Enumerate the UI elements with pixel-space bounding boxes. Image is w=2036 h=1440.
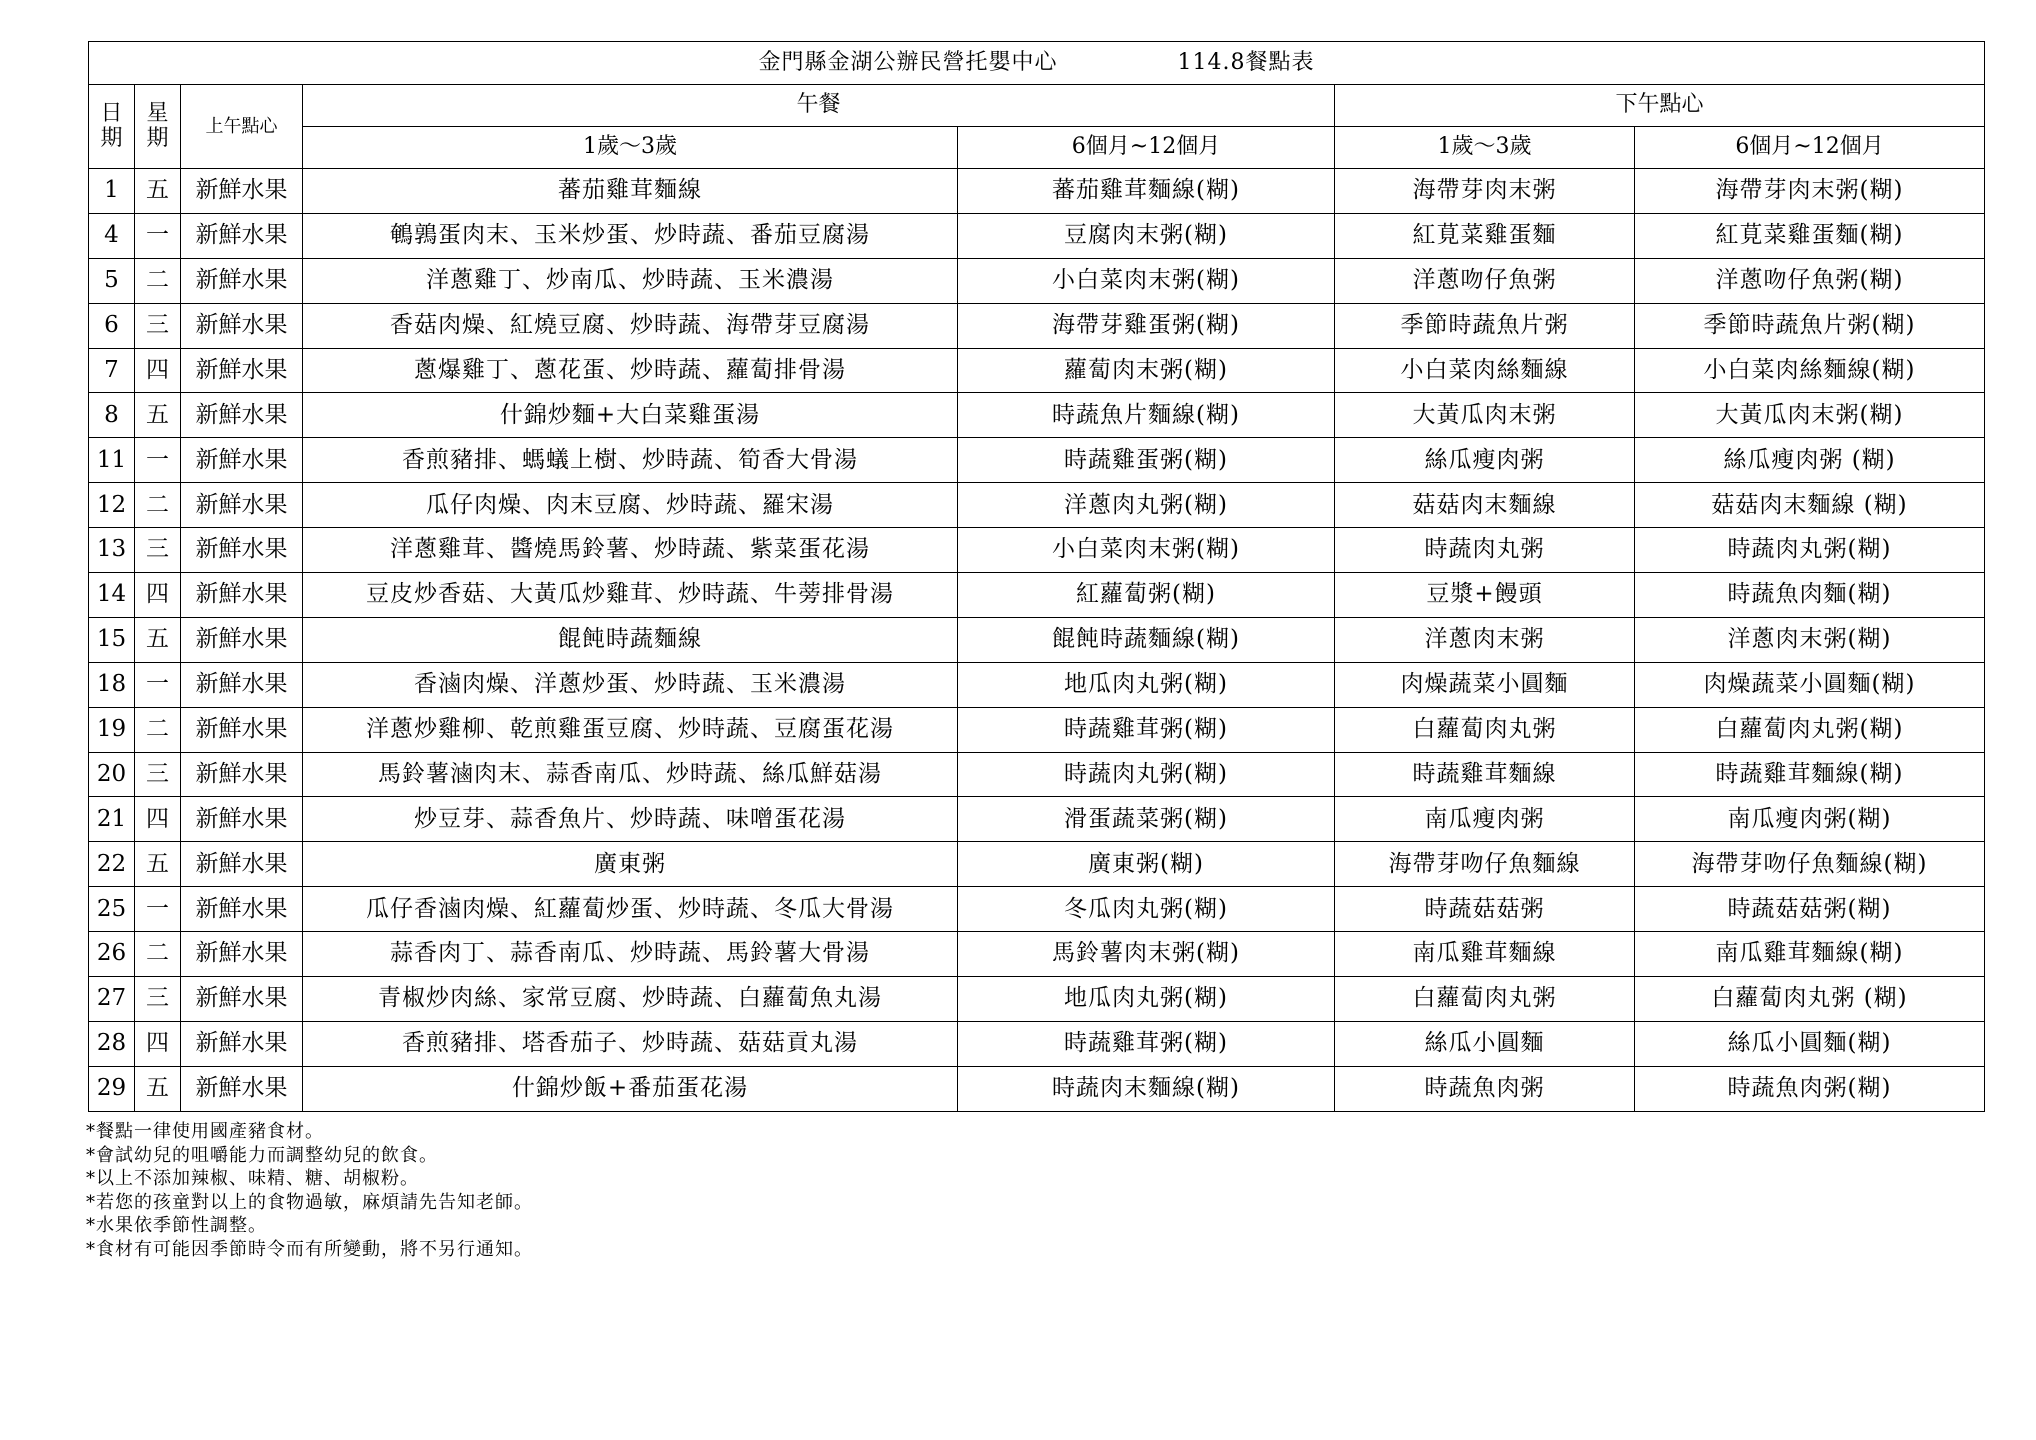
- date-cell: 7: [89, 348, 135, 393]
- afternoon-snack-6-12-cell: 南瓜瘦肉粥(糊): [1635, 797, 1985, 842]
- date-cell: 26: [89, 932, 135, 977]
- lunch-1-3-cell: 鵪鶉蛋肉末、玉米炒蛋、炒時蔬、番茄豆腐湯: [303, 213, 958, 258]
- afternoon-snack-1-3-cell: 海帶芽肉末粥: [1335, 169, 1635, 214]
- morning-snack-cell: 新鮮水果: [181, 438, 303, 483]
- weekday-cell: 五: [135, 393, 181, 438]
- morning-snack-cell: 新鮮水果: [181, 528, 303, 573]
- date-cell: 11: [89, 438, 135, 483]
- afternoon-snack-6-12-cell: 絲瓜小圓麵(糊): [1635, 1021, 1985, 1066]
- table-row: [89, 169, 1985, 214]
- date-cell: 22: [89, 842, 135, 887]
- afternoon-snack-1-3-cell: 時蔬菇菇粥: [1335, 887, 1635, 932]
- lunch-1-3-cell: 馬鈴薯滷肉末、蒜香南瓜、炒時蔬、絲瓜鮮菇湯: [303, 752, 958, 797]
- lunch-1-3-cell: 瓜仔肉燥、肉末豆腐、炒時蔬、羅宋湯: [303, 483, 958, 528]
- afternoon-snack-6-12-cell: 海帶芽吻仔魚麵線(糊): [1635, 842, 1985, 887]
- lunch-1-3-cell: 蒜香肉丁、蒜香南瓜、炒時蔬、馬鈴薯大骨湯: [303, 932, 958, 977]
- footnote: *若您的孩童對以上的食物過敏，麻煩請先告知老師。: [86, 1191, 533, 1213]
- weekday-cell: 二: [135, 707, 181, 752]
- date-cell: 27: [89, 977, 135, 1022]
- header-row-1: [89, 85, 1985, 127]
- date-cell: 5: [89, 258, 135, 303]
- date-cell: 1: [89, 169, 135, 214]
- header-weekday: 星 期: [135, 85, 181, 169]
- lunch-1-3-cell: 豆皮炒香菇、大黃瓜炒雞茸、炒時蔬、牛蒡排骨湯: [303, 573, 958, 618]
- afternoon-snack-6-12-cell: 時蔬肉丸粥(糊): [1635, 528, 1985, 573]
- afternoon-snack-1-3-cell: 季節時蔬魚片粥: [1335, 303, 1635, 348]
- weekday-cell: 五: [135, 1066, 181, 1111]
- header-afternoon-snack: 下午點心: [1335, 85, 1985, 127]
- morning-snack-cell: 新鮮水果: [181, 348, 303, 393]
- table-row: [89, 752, 1985, 797]
- table-row: [89, 617, 1985, 662]
- lunch-6-12-cell: 小白菜肉末粥(糊): [958, 258, 1335, 303]
- menu-name: 114.8餐點表: [1177, 49, 1315, 75]
- weekday-cell: 一: [135, 887, 181, 932]
- lunch-6-12-cell: 豆腐肉末粥(糊): [958, 213, 1335, 258]
- date-cell: 29: [89, 1066, 135, 1111]
- weekday-cell: 四: [135, 348, 181, 393]
- date-cell: 8: [89, 393, 135, 438]
- afternoon-snack-1-3-cell: 大黃瓜肉末粥: [1335, 393, 1635, 438]
- title-row: [89, 42, 1985, 85]
- weekday-cell: 五: [135, 842, 181, 887]
- morning-snack-cell: 新鮮水果: [181, 617, 303, 662]
- header-snack-age-1-3: 1歲～3歲: [1335, 127, 1635, 169]
- lunch-6-12-cell: 時蔬雞茸粥(糊): [958, 707, 1335, 752]
- lunch-6-12-cell: 蕃茄雞茸麵線(糊): [958, 169, 1335, 214]
- morning-snack-cell: 新鮮水果: [181, 483, 303, 528]
- header-lunch-age-1-3: 1歲～3歲: [303, 127, 958, 169]
- date-cell: 21: [89, 797, 135, 842]
- afternoon-snack-6-12-cell: 菇菇肉末麵線 (糊): [1635, 483, 1985, 528]
- afternoon-snack-6-12-cell: 肉燥蔬菜小圓麵(糊): [1635, 662, 1985, 707]
- weekday-cell: 二: [135, 483, 181, 528]
- afternoon-snack-6-12-cell: 季節時蔬魚片粥(糊): [1635, 303, 1985, 348]
- afternoon-snack-6-12-cell: 南瓜雞茸麵線(糊): [1635, 932, 1985, 977]
- table-row: [89, 303, 1985, 348]
- lunch-6-12-cell: 時蔬肉丸粥(糊): [958, 752, 1335, 797]
- afternoon-snack-6-12-cell: 時蔬菇菇粥(糊): [1635, 887, 1985, 932]
- weekday-cell: 三: [135, 977, 181, 1022]
- date-cell: 14: [89, 573, 135, 618]
- lunch-6-12-cell: 滑蛋蔬菜粥(糊): [958, 797, 1335, 842]
- lunch-6-12-cell: 廣東粥(糊): [958, 842, 1335, 887]
- lunch-1-3-cell: 蕃茄雞茸麵線: [303, 169, 958, 214]
- lunch-6-12-cell: 時蔬雞茸粥(糊): [958, 1021, 1335, 1066]
- afternoon-snack-6-12-cell: 洋蔥肉末粥(糊): [1635, 617, 1985, 662]
- afternoon-snack-1-3-cell: 豆漿+饅頭: [1335, 573, 1635, 618]
- afternoon-snack-1-3-cell: 菇菇肉末麵線: [1335, 483, 1635, 528]
- table-row: [89, 797, 1985, 842]
- header-lunch-age-6-12: 6個月~12個月: [958, 127, 1335, 169]
- table-row: [89, 662, 1985, 707]
- date-cell: 20: [89, 752, 135, 797]
- date-cell: 13: [89, 528, 135, 573]
- afternoon-snack-1-3-cell: 肉燥蔬菜小圓麵: [1335, 662, 1635, 707]
- afternoon-snack-1-3-cell: 絲瓜瘦肉粥: [1335, 438, 1635, 483]
- lunch-1-3-cell: 香菇肉燥、紅燒豆腐、炒時蔬、海帶芽豆腐湯: [303, 303, 958, 348]
- morning-snack-cell: 新鮮水果: [181, 932, 303, 977]
- lunch-1-3-cell: 香煎豬排、塔香茄子、炒時蔬、菇菇貢丸湯: [303, 1021, 958, 1066]
- morning-snack-cell: 新鮮水果: [181, 393, 303, 438]
- lunch-1-3-cell: 什錦炒飯+番茄蛋花湯: [303, 1066, 958, 1111]
- table-row: [89, 842, 1985, 887]
- morning-snack-cell: 新鮮水果: [181, 303, 303, 348]
- afternoon-snack-1-3-cell: 絲瓜小圓麵: [1335, 1021, 1635, 1066]
- header-morning-snack: 上午點心: [181, 85, 303, 169]
- morning-snack-cell: 新鮮水果: [181, 1021, 303, 1066]
- table-row: [89, 1021, 1985, 1066]
- weekday-cell: 三: [135, 303, 181, 348]
- weekday-cell: 一: [135, 438, 181, 483]
- lunch-1-3-cell: 餛飩時蔬麵線: [303, 617, 958, 662]
- weekday-cell: 四: [135, 1021, 181, 1066]
- lunch-1-3-cell: 青椒炒肉絲、家常豆腐、炒時蔬、白蘿蔔魚丸湯: [303, 977, 958, 1022]
- date-cell: 28: [89, 1021, 135, 1066]
- date-cell: 25: [89, 887, 135, 932]
- footnote: *餐點一律使用國產豬食材。: [86, 1121, 324, 1142]
- weekday-cell: 二: [135, 932, 181, 977]
- weekday-cell: 一: [135, 213, 181, 258]
- table-row: [89, 707, 1985, 752]
- lunch-6-12-cell: 馬鈴薯肉末粥(糊): [958, 932, 1335, 977]
- lunch-1-3-cell: 香滷肉燥、洋蔥炒蛋、炒時蔬、玉米濃湯: [303, 662, 958, 707]
- lunch-6-12-cell: 小白菜肉末粥(糊): [958, 528, 1335, 573]
- weekday-cell: 二: [135, 258, 181, 303]
- lunch-1-3-cell: 什錦炒麵+大白菜雞蛋湯: [303, 393, 958, 438]
- lunch-1-3-cell: 蔥爆雞丁、蔥花蛋、炒時蔬、蘿蔔排骨湯: [303, 348, 958, 393]
- lunch-6-12-cell: 洋蔥肉丸粥(糊): [958, 483, 1335, 528]
- footnote: *會試幼兒的咀嚼能力而調整幼兒的飲食。: [86, 1144, 438, 1166]
- lunch-6-12-cell: 冬瓜肉丸粥(糊): [958, 887, 1335, 932]
- lunch-1-3-cell: 香煎豬排、螞蟻上樹、炒時蔬、筍香大骨湯: [303, 438, 958, 483]
- afternoon-snack-1-3-cell: 南瓜雞茸麵線: [1335, 932, 1635, 977]
- header-row-2: [89, 127, 1985, 169]
- lunch-1-3-cell: 炒豆芽、蒜香魚片、炒時蔬、味噌蛋花湯: [303, 797, 958, 842]
- center-name: 金門縣金湖公辦民營托嬰中心: [758, 49, 1058, 75]
- table-row: [89, 1066, 1985, 1111]
- afternoon-snack-6-12-cell: 白蘿蔔肉丸粥 (糊): [1635, 977, 1985, 1022]
- table-row: [89, 213, 1985, 258]
- afternoon-snack-6-12-cell: 白蘿蔔肉丸粥(糊): [1635, 707, 1985, 752]
- morning-snack-cell: 新鮮水果: [181, 573, 303, 618]
- morning-snack-cell: 新鮮水果: [181, 842, 303, 887]
- footnote: *水果依季節性調整。: [86, 1215, 267, 1237]
- lunch-6-12-cell: 地瓜肉丸粥(糊): [958, 977, 1335, 1022]
- table-row: [89, 483, 1985, 528]
- afternoon-snack-1-3-cell: 小白菜肉絲麵線: [1335, 348, 1635, 393]
- weekday-cell: 四: [135, 573, 181, 618]
- lunch-6-12-cell: 紅蘿蔔粥(糊): [958, 573, 1335, 618]
- weekday-cell: 五: [135, 617, 181, 662]
- afternoon-snack-6-12-cell: 絲瓜瘦肉粥 (糊): [1635, 438, 1985, 483]
- afternoon-snack-6-12-cell: 時蔬雞茸麵線(糊): [1635, 752, 1985, 797]
- date-cell: 15: [89, 617, 135, 662]
- header-lunch: 午餐: [303, 85, 1335, 127]
- date-cell: 18: [89, 662, 135, 707]
- lunch-1-3-cell: 洋蔥雞丁、炒南瓜、炒時蔬、玉米濃湯: [303, 258, 958, 303]
- afternoon-snack-1-3-cell: 洋蔥吻仔魚粥: [1335, 258, 1635, 303]
- menu-title: [89, 42, 1985, 85]
- footnote: *以上不添加辣椒、味精、糖、胡椒粉。: [86, 1168, 419, 1190]
- morning-snack-cell: 新鮮水果: [181, 887, 303, 932]
- morning-snack-cell: 新鮮水果: [181, 752, 303, 797]
- date-cell: 4: [89, 213, 135, 258]
- weekday-cell: 一: [135, 662, 181, 707]
- lunch-6-12-cell: 餛飩時蔬麵線(糊): [958, 617, 1335, 662]
- lunch-6-12-cell: 海帶芽雞蛋粥(糊): [958, 303, 1335, 348]
- lunch-1-3-cell: 廣東粥: [303, 842, 958, 887]
- date-cell: 12: [89, 483, 135, 528]
- footnote: *食材有可能因季節時令而有所變動，將不另行通知。: [86, 1238, 533, 1260]
- date-cell: 19: [89, 707, 135, 752]
- table-row: [89, 258, 1985, 303]
- afternoon-snack-1-3-cell: 時蔬魚肉粥: [1335, 1066, 1635, 1111]
- table-row: [89, 348, 1985, 393]
- table-row: [89, 393, 1985, 438]
- afternoon-snack-6-12-cell: 小白菜肉絲麵線(糊): [1635, 348, 1985, 393]
- lunch-6-12-cell: 時蔬肉末麵線(糊): [958, 1066, 1335, 1111]
- weekday-cell: 四: [135, 797, 181, 842]
- lunch-6-12-cell: 蘿蔔肉末粥(糊): [958, 348, 1335, 393]
- morning-snack-cell: 新鮮水果: [181, 662, 303, 707]
- menu-body: [89, 169, 1985, 1112]
- table-row: [89, 932, 1985, 977]
- afternoon-snack-1-3-cell: 時蔬雞茸麵線: [1335, 752, 1635, 797]
- morning-snack-cell: 新鮮水果: [181, 797, 303, 842]
- afternoon-snack-1-3-cell: 紅莧菜雞蛋麵: [1335, 213, 1635, 258]
- weekday-cell: 五: [135, 169, 181, 214]
- afternoon-snack-1-3-cell: 南瓜瘦肉粥: [1335, 797, 1635, 842]
- morning-snack-cell: 新鮮水果: [181, 1066, 303, 1111]
- afternoon-snack-6-12-cell: 時蔬魚肉麵(糊): [1635, 573, 1985, 618]
- afternoon-snack-6-12-cell: 洋蔥吻仔魚粥(糊): [1635, 258, 1985, 303]
- lunch-1-3-cell: 洋蔥炒雞柳、乾煎雞蛋豆腐、炒時蔬、豆腐蛋花湯: [303, 707, 958, 752]
- morning-snack-cell: 新鮮水果: [181, 169, 303, 214]
- weekday-cell: 三: [135, 752, 181, 797]
- table-row: [89, 887, 1985, 932]
- lunch-6-12-cell: 時蔬魚片麵線(糊): [958, 393, 1335, 438]
- morning-snack-cell: 新鮮水果: [181, 213, 303, 258]
- afternoon-snack-1-3-cell: 洋蔥肉末粥: [1335, 617, 1635, 662]
- table-row: [89, 528, 1985, 573]
- afternoon-snack-1-3-cell: 白蘿蔔肉丸粥: [1335, 977, 1635, 1022]
- afternoon-snack-6-12-cell: 大黃瓜肉末粥(糊): [1635, 393, 1985, 438]
- morning-snack-cell: 新鮮水果: [181, 258, 303, 303]
- date-cell: 6: [89, 303, 135, 348]
- lunch-6-12-cell: 時蔬雞蛋粥(糊): [958, 438, 1335, 483]
- table-row: [89, 573, 1985, 618]
- morning-snack-cell: 新鮮水果: [181, 707, 303, 752]
- header-snack-age-6-12: 6個月~12個月: [1635, 127, 1985, 169]
- lunch-6-12-cell: 地瓜肉丸粥(糊): [958, 662, 1335, 707]
- afternoon-snack-6-12-cell: 紅莧菜雞蛋麵(糊): [1635, 213, 1985, 258]
- afternoon-snack-1-3-cell: 白蘿蔔肉丸粥: [1335, 707, 1635, 752]
- header-date: 日 期: [89, 85, 135, 169]
- lunch-1-3-cell: 洋蔥雞茸、醬燒馬鈴薯、炒時蔬、紫菜蛋花湯: [303, 528, 958, 573]
- table-row: [89, 438, 1985, 483]
- morning-snack-cell: 新鮮水果: [181, 977, 303, 1022]
- table-row: [89, 977, 1985, 1022]
- afternoon-snack-1-3-cell: 時蔬肉丸粥: [1335, 528, 1635, 573]
- footnotes: [86, 1120, 533, 1262]
- meal-menu-table: [88, 41, 1985, 1112]
- lunch-1-3-cell: 瓜仔香滷肉燥、紅蘿蔔炒蛋、炒時蔬、冬瓜大骨湯: [303, 887, 958, 932]
- afternoon-snack-1-3-cell: 海帶芽吻仔魚麵線: [1335, 842, 1635, 887]
- weekday-cell: 三: [135, 528, 181, 573]
- afternoon-snack-6-12-cell: 海帶芽肉末粥(糊): [1635, 169, 1985, 214]
- afternoon-snack-6-12-cell: 時蔬魚肉粥(糊): [1635, 1066, 1985, 1111]
